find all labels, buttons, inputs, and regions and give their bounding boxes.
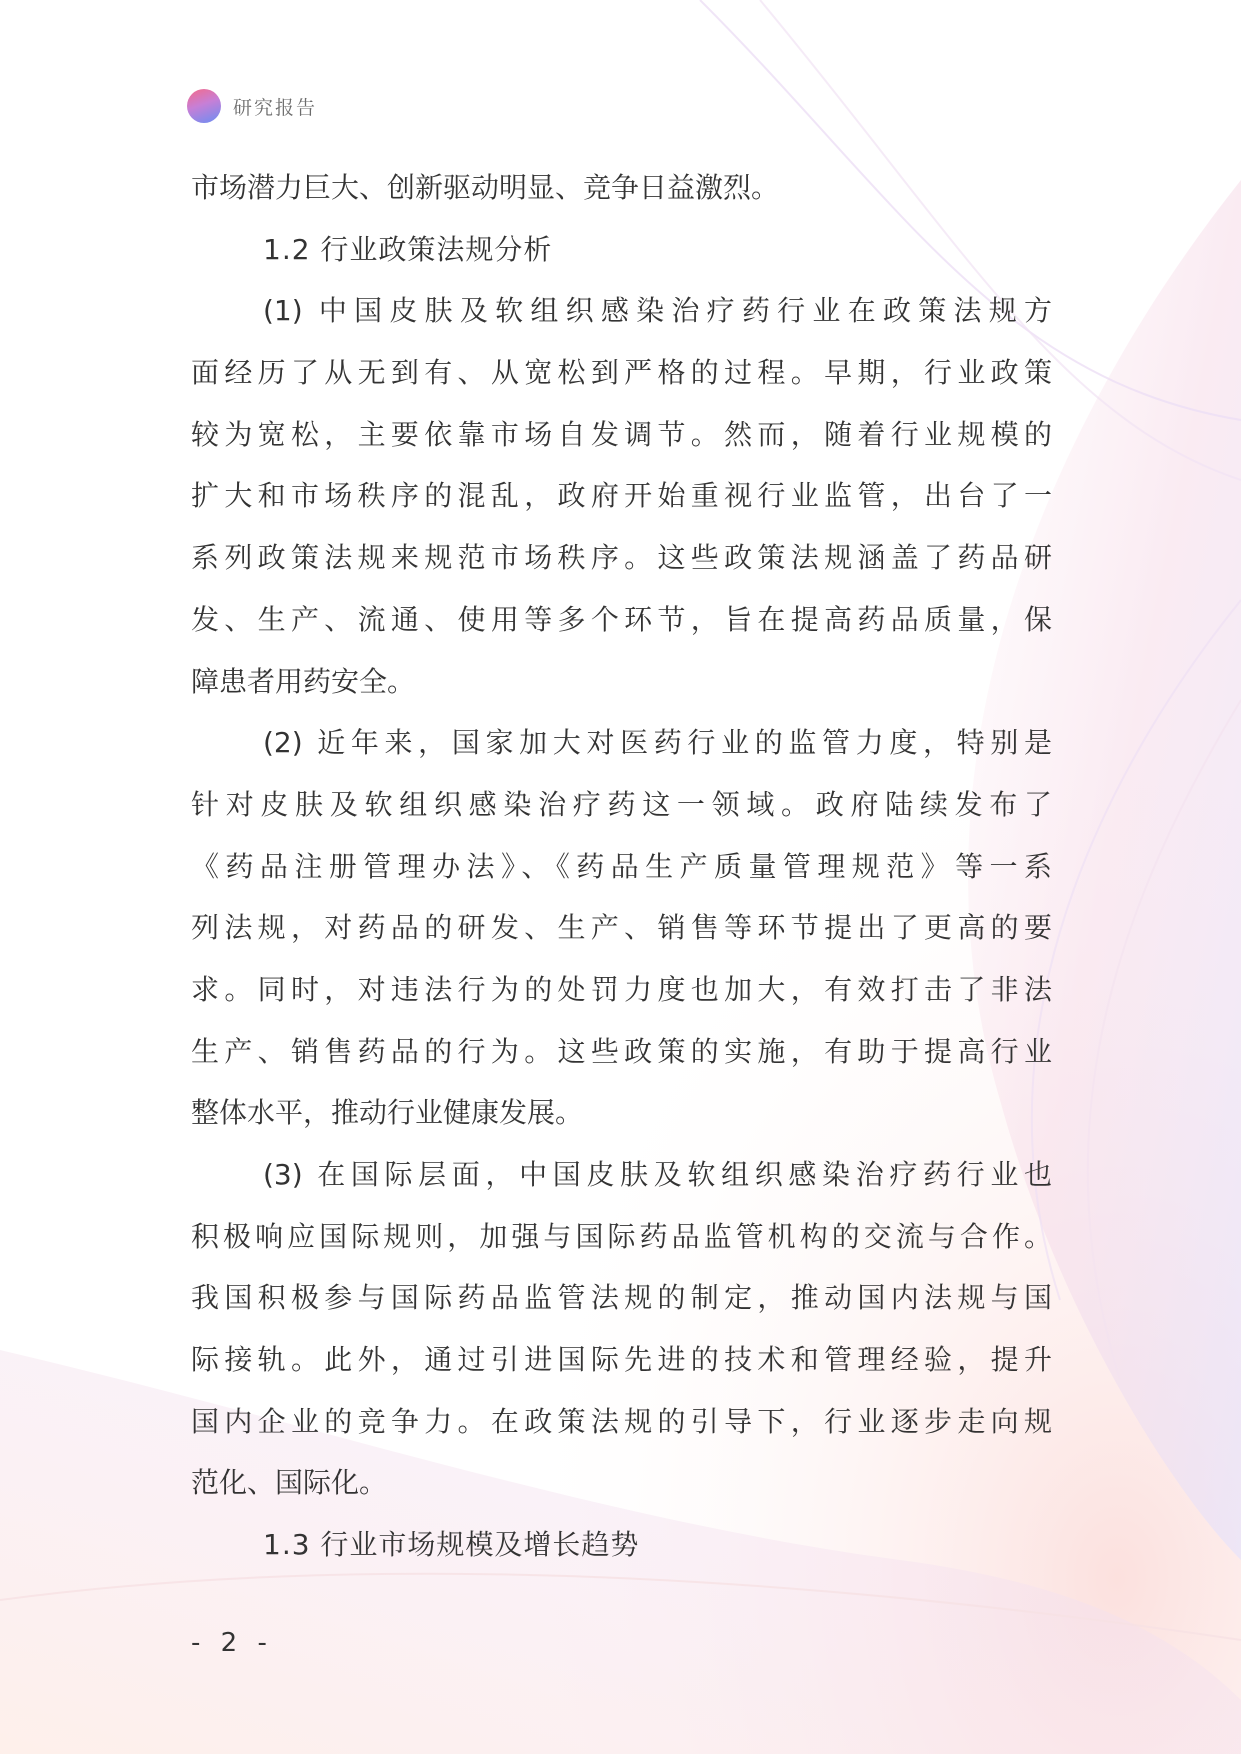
text-line: (2) 近年来，国家加大对医药行业的监管力度，特别是 [263,726,1052,760]
text-line: (3) 在国际层面，中国皮肤及软组织感染治疗药行业也 [263,1158,1052,1191]
report-header [187,88,317,124]
text-line: 国内企业的竞争力。在政策法规的引导下，行业逐步走向规 [191,1404,1052,1438]
section-heading: 1.2 行业政策法规分析 [263,232,553,266]
text-line: 发、生产、流通、使用等多个环节，旨在提高药品质量，保 [191,602,1052,636]
body-text [191,157,1052,1576]
text-line: 系列政策法规来规范市场秩序。这些政策法规涵盖了药品研 [191,541,1052,575]
text-line: 扩大和市场秩序的混乱，政府开始重视行业监管，出台了一 [191,479,1052,513]
text-line: 面经历了从无到有、从宽松到严格的过程。早期，行业政策 [191,356,1052,390]
text-line: 列法规，对药品的研发、生产、销售等环节提出了更高的要 [191,911,1052,945]
text-line: 障患者用药安全。 [191,664,416,698]
text-line: 范化、国际化。 [191,1466,388,1500]
text-line: 求。同时，对违法行为的处罚力度也加大，有效打击了非法 [191,972,1052,1006]
text-line: 较为宽松，主要依靠市场自发调节。然而，随着行业规模的 [191,417,1052,451]
text-line: 积极响应国际规则，加强与国际药品监管机构的交流与合作。 [191,1219,1052,1253]
section-heading: 1.3 行业市场规模及增长趋势 [263,1528,640,1562]
text-line: 整体水平，推动行业健康发展。 [191,1096,584,1130]
text-line: 市场潜力巨大、创新驱动明显、竞争日益激烈。 [191,171,780,204]
text-line: 生产、销售药品的行为。这些政策的实施，有助于提高行业 [191,1034,1052,1068]
header-label: 研究报告 [233,96,318,119]
logo-icon [187,89,221,123]
text-line: 我国积极参与国际药品监管法规的制定，推动国内法规与国 [191,1281,1052,1315]
page-number: - 2 - [191,1628,273,1658]
text-line: 针对皮肤及软组织感染治疗药这一领域。政府陆续发布了 [191,787,1052,821]
text-line: 际接轨。此外，通过引进国际先进的技术和管理经验，提升 [191,1343,1052,1377]
text-line: 《药品注册管理办法》、《药品生产质量管理规范》等一系 [191,849,1052,883]
text-line: (1) 中国皮肤及软组织感染治疗药行业在政策法规方 [263,294,1052,328]
